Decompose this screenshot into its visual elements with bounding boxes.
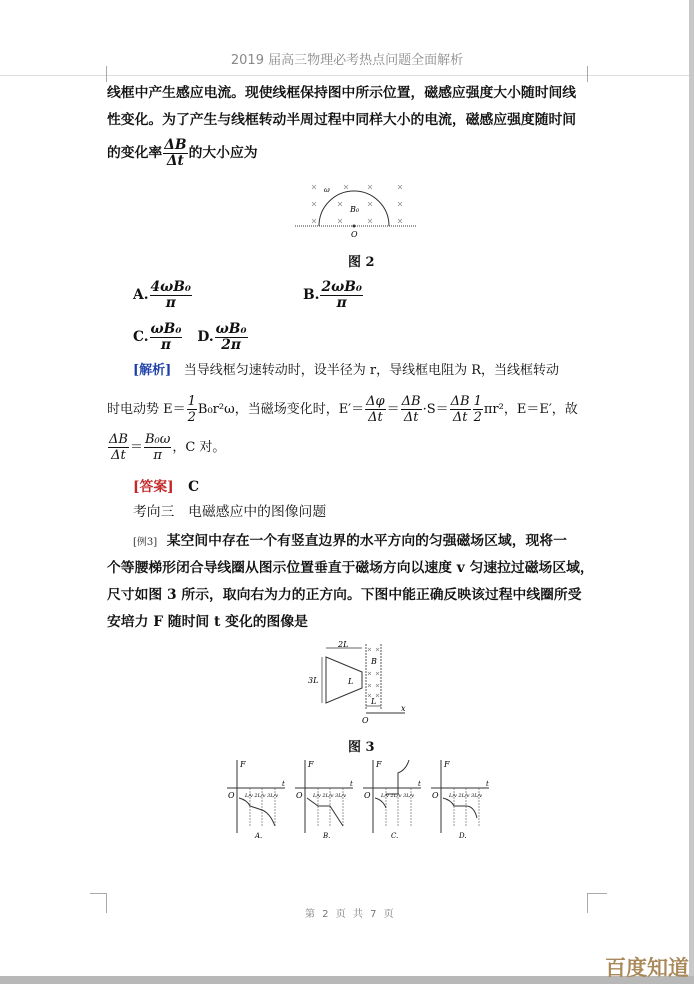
analysis-line-3: $\frac{\Delta B}{\Delta t}$ ＝ $\frac{\text{B₀ω}}{\pi}$ ，C 对。 <box>109 432 226 463</box>
tick-labels: L/v 2L/v 3L/v <box>381 793 415 799</box>
margin-mark <box>587 893 588 913</box>
axis-x-label: t <box>350 780 353 788</box>
margin-mark <box>587 893 607 894</box>
origin-label: O <box>296 791 303 800</box>
figure-3-caption: 图 3 <box>348 740 375 755</box>
analysis-line-2: 时电动势 E＝ $\frac{1}{2}$ B₀r²ω，当磁场变化时，E′＝ $\frac{\Delta\varphi}{\Delta t}$ ＝ $\frac{\Delta B}{\Delta t}$ ·S＝ $\frac{\Delta B}{\Delta t}$ $\frac{1}{2}$ πr²，E＝E′，故 <box>107 394 578 425</box>
tick-labels: L/v 2L/v 3L/v <box>313 793 347 799</box>
label-o: O <box>362 716 369 725</box>
example-tag: [例3] <box>133 537 158 548</box>
origin-label: O <box>432 791 439 800</box>
option-b: B. $\frac{\text{2ωB₀}}{\pi}$ <box>303 279 362 311</box>
rate-fraction: $\frac{\Delta B}{\Delta t}$ <box>164 137 187 169</box>
force-curve <box>307 798 343 826</box>
axis-y-label: F <box>240 760 246 769</box>
label-b: B <box>371 657 377 666</box>
margin-mark <box>106 893 107 913</box>
tick-labels: L/v 2L/v 3L/v <box>449 793 483 799</box>
graph-label: C. <box>391 832 399 840</box>
origin-label: O <box>228 791 235 800</box>
label-2l: 2L <box>338 640 349 649</box>
margin-mark <box>106 66 107 82</box>
window-edge <box>689 0 694 984</box>
label-l-field: L <box>371 697 377 706</box>
axis-x-label: t <box>282 780 285 788</box>
origin-label: O <box>351 230 358 239</box>
axis-y-label: F <box>444 760 450 769</box>
label-3l: 3L <box>308 676 319 685</box>
graph-label: A. <box>255 832 263 840</box>
example-line: 个等腰梯形闭合导线圈从图示位置垂直于磁场方向以速度 v 匀速拉过磁场区域， <box>107 560 594 576</box>
analysis-tag: [解析] <box>133 363 172 378</box>
answer-tag: [答案] <box>133 479 174 495</box>
analysis-line-1: [解析] 当导线框匀速转动时，设半径为 r，导线框电阻为 R，当线框转动 <box>133 363 559 378</box>
origin-label: O <box>364 791 371 800</box>
axis-x-label: t <box>486 780 489 788</box>
page-footer: 第 2 页 共 7 页 <box>305 909 396 920</box>
bottom-scroll-area <box>0 976 694 984</box>
example-line: 安培力 F 随时间 t 变化的图像是 <box>107 614 308 630</box>
watermark-logo: 百度知道 <box>605 956 689 980</box>
margin-mark <box>587 66 588 82</box>
force-curve <box>443 798 477 818</box>
graph-d <box>431 760 489 840</box>
figure-2-diagram <box>295 180 420 240</box>
axis-x-label: t <box>418 780 421 788</box>
tick-labels: L/v 2L/v 3L/v <box>245 793 279 799</box>
graph-label: D. <box>459 832 467 840</box>
example-line: [例3] 某空间中存在一个有竖直边界的水平方向的匀强磁场区域，现将一 <box>133 533 567 549</box>
page-header: 2019 届高三物理必考热点问题全面解析 <box>230 53 464 68</box>
option-a: A. $\frac{\text{4ωB₀}}{\pi}$ <box>133 279 191 311</box>
question-line: 的变化率 $\frac{\Delta B}{\Delta t}$ 的大小应为 <box>107 137 258 169</box>
field-cross-marks <box>368 648 379 697</box>
margin-mark <box>90 893 106 894</box>
force-curve <box>239 798 275 826</box>
answer-graphs <box>225 758 500 843</box>
omega-label: ω <box>324 186 330 194</box>
header-rule <box>0 75 689 76</box>
figure-3-diagram <box>305 640 415 725</box>
question-line: 线框中产生感应电流。现使线框保持图中所示位置，磁感应强度大小随时间线 <box>107 85 577 101</box>
b0-label: B₀ <box>350 205 360 214</box>
question-line: 性变化。为了产生与线框转动半周过程中同样大小的电流，磁感应强度随时间 <box>107 112 577 128</box>
section-title: 考向三 电磁感应中的图像问题 <box>133 504 327 520</box>
answer-line: [答案] C <box>133 479 200 495</box>
label-l: L <box>348 677 354 686</box>
graph-b <box>295 760 353 840</box>
graph-c <box>363 760 421 840</box>
option-row-cd <box>133 322 249 353</box>
axis-y-label: F <box>308 760 314 769</box>
option-c: C. $\frac{\text{ωB₀}}{\pi}$ <box>133 321 182 353</box>
example-line: 尺寸如图 3 所示，取向右为力的正方向。下图中能正确反映该过程中线圈所受 <box>107 587 582 603</box>
graph-a <box>227 760 285 840</box>
axis-y-label: F <box>376 760 382 769</box>
label-x: x <box>401 704 406 713</box>
option-d: D. $\frac{\text{ωB₀}}{2\pi}$ <box>197 321 247 353</box>
graph-label: B. <box>323 832 331 840</box>
figure-2-caption: 图 2 <box>348 255 375 270</box>
